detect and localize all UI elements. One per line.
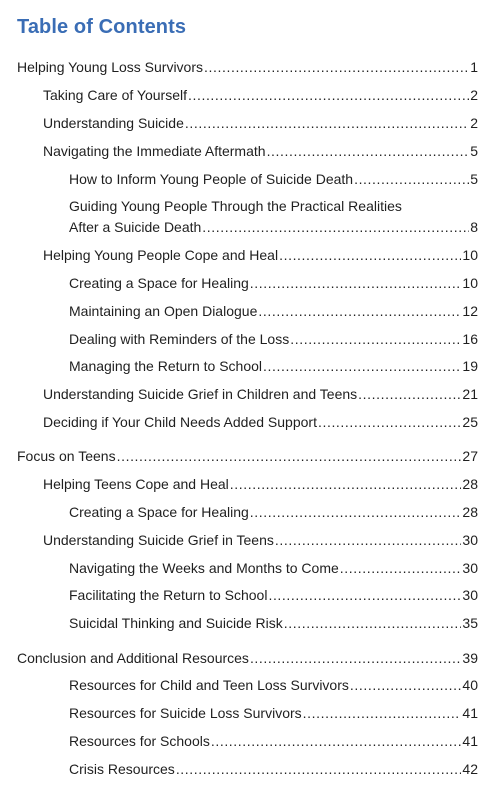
toc-entry[interactable] — [69, 171, 478, 188]
toc-entry[interactable] — [17, 650, 478, 667]
toc-entry-label: Understanding Suicide — [43, 115, 184, 131]
dot-leader — [176, 761, 462, 778]
toc-entry[interactable] — [43, 386, 478, 403]
toc-entry-label: Resources for Suicide Loss Survivors — [69, 705, 302, 721]
toc-entry-page: 8 — [470, 219, 478, 235]
toc-entry-page: 16 — [462, 331, 478, 347]
dot-leader — [279, 247, 461, 264]
toc-entry-page: 2 — [470, 115, 478, 131]
dot-leader — [250, 275, 462, 292]
toc-entry[interactable] — [43, 414, 478, 431]
toc-entry-label: Navigating the Weeks and Months to Come — [69, 560, 339, 576]
toc-entry-label: Understanding Suicide Grief in Children and Teens — [43, 386, 358, 402]
dot-leader — [268, 587, 461, 604]
dot-leader — [185, 115, 469, 132]
dot-leader — [263, 358, 461, 375]
toc-entry-page: 5 — [470, 143, 478, 159]
dot-leader — [258, 303, 461, 320]
dot-leader — [340, 560, 462, 577]
dot-leader — [354, 171, 469, 188]
toc-entry-page: 25 — [462, 414, 478, 430]
toc-entry-page: 12 — [462, 303, 478, 319]
toc-entry[interactable] — [43, 143, 478, 160]
dot-leader — [284, 615, 462, 632]
toc-entry[interactable] — [69, 275, 478, 292]
toc-entry-page: 1 — [470, 59, 478, 75]
toc-entry-label: Focus on Teens — [17, 448, 116, 464]
toc-entry-page: 27 — [462, 448, 478, 464]
page-title: Table of Contents — [17, 16, 187, 38]
toc-entry[interactable] — [43, 115, 478, 132]
toc-entry[interactable] — [69, 303, 478, 320]
toc-entry-label: Suicidal Thinking and Suicide Risk — [69, 615, 283, 631]
toc-entry[interactable] — [69, 587, 478, 604]
dot-leader — [250, 650, 461, 667]
toc-entry-label: Deciding if Your Child Needs Added Support — [43, 414, 317, 430]
toc-entry-page: 10 — [462, 247, 478, 263]
toc-entry[interactable] — [69, 358, 478, 375]
toc-entry-page: 30 — [462, 560, 478, 576]
dot-leader — [204, 59, 469, 76]
toc-entry-label: Helping Teens Cope and Heal — [43, 476, 229, 492]
toc-entry-label: Helping Young Loss Survivors — [17, 59, 204, 75]
dot-leader — [303, 705, 462, 722]
dot-leader — [318, 414, 461, 431]
toc-entry-page: 10 — [462, 275, 478, 291]
toc-entry-label: How to Inform Young People of Suicide Death — [69, 171, 354, 187]
toc-entry-label: Guiding Young People Through the Practical Realities — [69, 198, 402, 214]
toc-entry[interactable] — [69, 504, 478, 521]
toc-entry-page: 2 — [470, 87, 478, 103]
dot-leader — [358, 386, 461, 403]
toc-entry-label: Dealing with Reminders of the Loss — [69, 331, 290, 347]
toc-entry[interactable] — [17, 448, 478, 465]
toc-entry-label: Resources for Schools — [69, 733, 210, 749]
toc-entry-label: Understanding Suicide Grief in Teens — [43, 532, 274, 548]
toc-entry-page: 30 — [462, 587, 478, 603]
toc-entry[interactable] — [43, 476, 478, 493]
dot-leader — [290, 331, 461, 348]
toc-entry-page: 5 — [470, 171, 478, 187]
dot-leader — [350, 677, 462, 694]
toc-entry-label: Facilitating the Return to School — [69, 587, 268, 603]
toc-entry-page: 41 — [462, 705, 478, 721]
toc-entry-page: 35 — [462, 615, 478, 631]
dot-leader — [230, 476, 462, 493]
toc-entry-label-continued: After a Suicide Death — [69, 219, 202, 235]
toc-entry-label: Creating a Space for Healing — [69, 504, 249, 520]
toc-entry-page: 39 — [462, 650, 478, 666]
toc-entry-label: Managing the Return to School — [69, 358, 263, 374]
toc-entry[interactable] — [43, 532, 478, 549]
toc-entry[interactable] — [69, 198, 478, 236]
toc-entry-label: Resources for Child and Teen Loss Survivors — [69, 677, 349, 693]
toc-entry[interactable] — [69, 733, 478, 750]
toc-entry-label: Navigating the Immediate Aftermath — [43, 143, 266, 159]
dot-leader — [275, 532, 462, 549]
toc-entry-page: 28 — [462, 504, 478, 520]
toc-entry[interactable] — [17, 59, 478, 76]
dot-leader — [250, 504, 462, 521]
toc-entry-label: Conclusion and Additional Resources — [17, 650, 249, 666]
toc-entry[interactable] — [69, 331, 478, 348]
toc-entry-page: 41 — [462, 733, 478, 749]
toc-entry[interactable] — [69, 615, 478, 632]
toc-entry[interactable] — [69, 677, 478, 694]
toc-entry-page: 21 — [462, 386, 478, 402]
dot-leader — [117, 448, 462, 465]
dot-leader — [202, 219, 469, 236]
toc-entry-page: 40 — [462, 677, 478, 693]
toc-entry-label: Crisis Resources — [69, 761, 175, 777]
toc-entry-page: 19 — [462, 358, 478, 374]
toc-entry-page: 30 — [462, 532, 478, 548]
toc-entry[interactable] — [69, 761, 478, 778]
dot-leader — [211, 733, 462, 750]
dot-leader — [188, 87, 469, 104]
toc-entry[interactable] — [69, 560, 478, 577]
toc-entry-page: 42 — [462, 761, 478, 777]
toc-entry-label: Creating a Space for Healing — [69, 275, 249, 291]
toc-entry[interactable] — [69, 705, 478, 722]
toc-entry-page: 28 — [462, 476, 478, 492]
toc-entry[interactable] — [43, 247, 478, 264]
toc-entry[interactable] — [43, 87, 478, 104]
dot-leader — [267, 143, 470, 160]
toc-entry-label: Maintaining an Open Dialogue — [69, 303, 258, 319]
toc-entry-label: Helping Young People Cope and Heal — [43, 247, 279, 263]
toc-entry-label: Taking Care of Yourself — [43, 87, 187, 103]
